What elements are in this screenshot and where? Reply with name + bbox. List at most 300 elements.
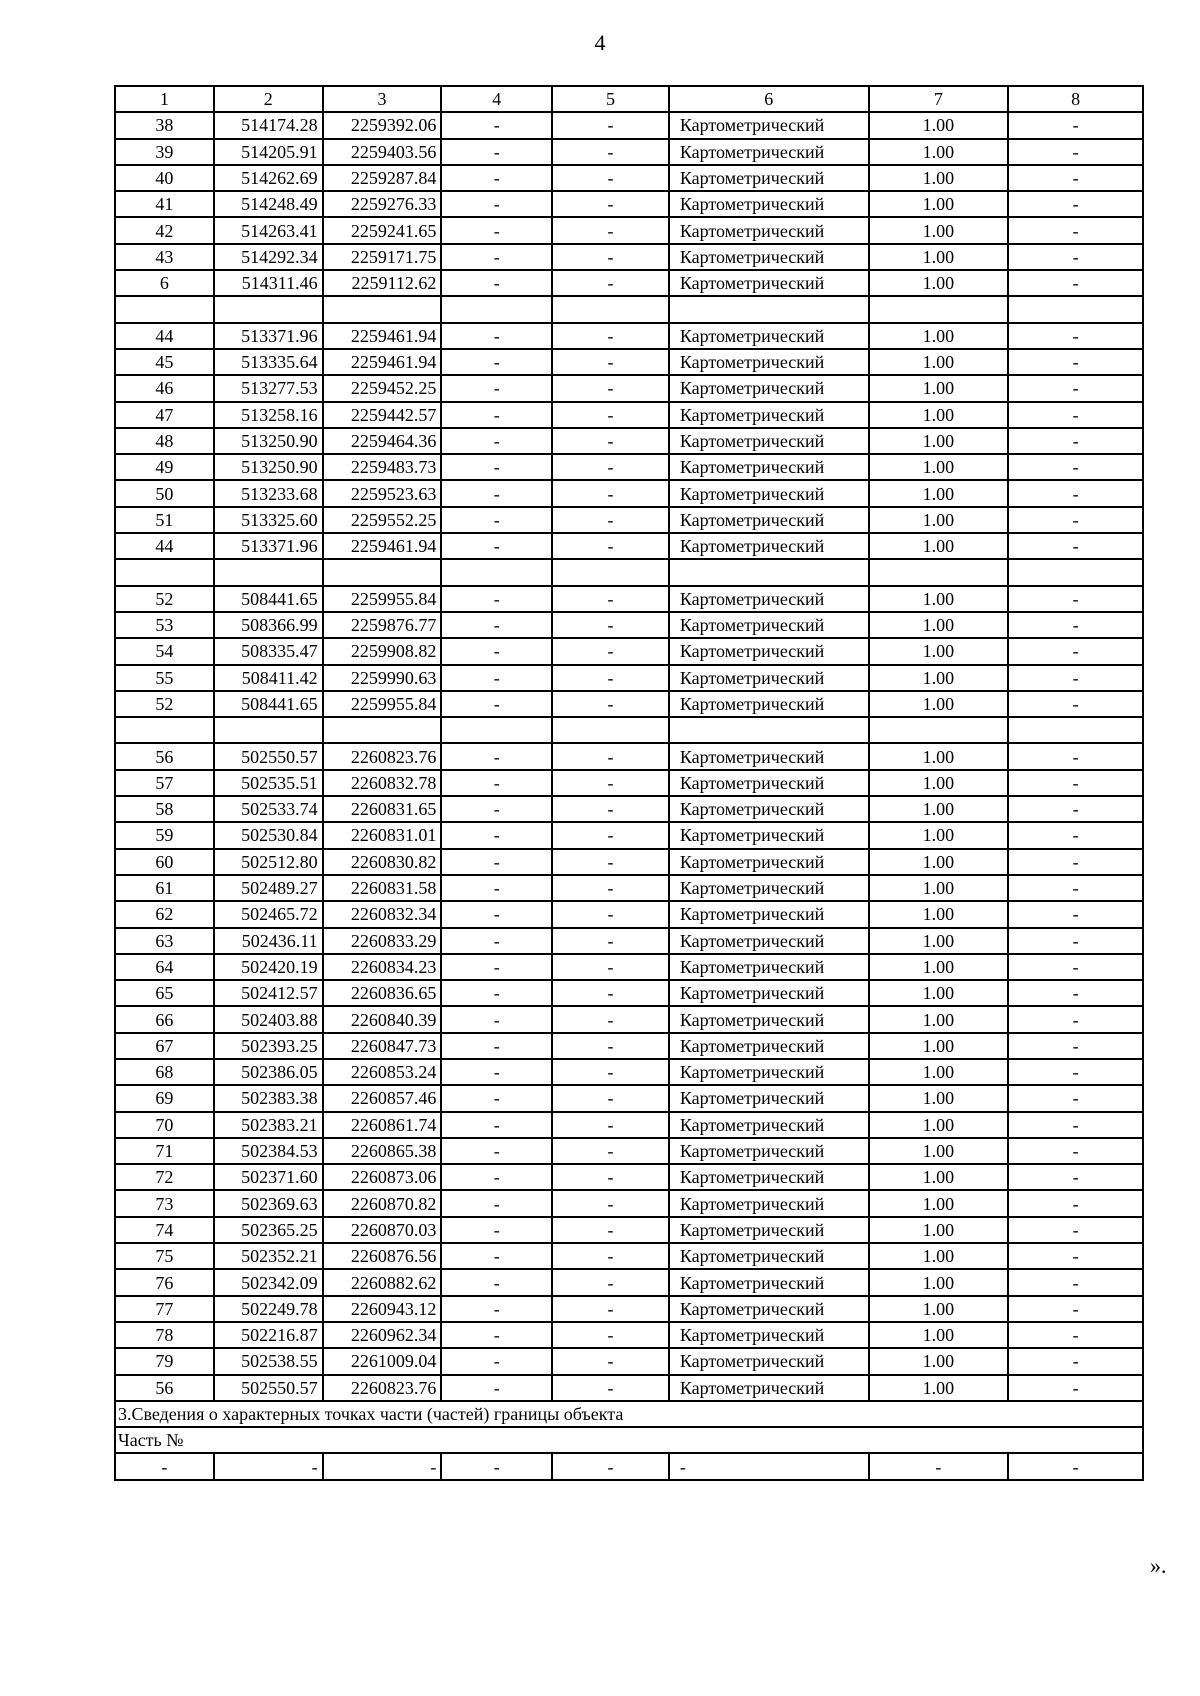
table-cell-col-1: 42: [115, 217, 214, 243]
table-row: [115, 533, 1143, 559]
table-cell-col-3: 2260831.58: [323, 875, 442, 901]
boundary-points-table: [114, 85, 1144, 1481]
table-cell-col-7: 1.00: [869, 665, 1009, 691]
table-cell-col-3: 2259112.62: [323, 270, 442, 296]
table-cell-col-4: -: [441, 1006, 552, 1032]
table-cell-col-5: -: [552, 638, 669, 664]
table-cell-col-5: -: [552, 375, 669, 401]
table-cell-col-3: 2260853.24: [323, 1059, 442, 1085]
table-cell-col-4: -: [441, 1453, 552, 1479]
table-row: [115, 1112, 1143, 1138]
table-cell-col-2: 513250.90: [214, 454, 323, 480]
table-cell-col-4: -: [441, 1190, 552, 1216]
table-cell-col-6: 6: [669, 86, 869, 112]
table-cell-col-3: 2259461.94: [323, 323, 442, 349]
table-cell-col-8: -: [1008, 1164, 1143, 1190]
table-cell-col-1: 71: [115, 1138, 214, 1164]
table-cell-col-6: Картометрический: [669, 402, 869, 428]
table-cell-col-2: 502369.63: [214, 1190, 323, 1216]
table-cell-col-8: -: [1008, 402, 1143, 428]
table-cell-col-5: [552, 559, 669, 585]
table-cell-col-3: 3: [323, 86, 442, 112]
table-cell-col-8: -: [1008, 1322, 1143, 1348]
table-cell-col-3: 2260823.76: [323, 1375, 442, 1401]
table-cell-col-6: Картометрический: [669, 112, 869, 138]
table-cell-col-1: 38: [115, 112, 214, 138]
table-cell-col-8: -: [1008, 139, 1143, 165]
table-row: [115, 665, 1143, 691]
table-cell-col-8: -: [1008, 112, 1143, 138]
table-row: [115, 270, 1143, 296]
table-cell-col-1: [115, 559, 214, 585]
table-cell-col-5: -: [552, 270, 669, 296]
table-cell-col-1: 76: [115, 1269, 214, 1295]
table-cell-col-4: -: [441, 507, 552, 533]
table-cell-col-1: 67: [115, 1033, 214, 1059]
table-cell-col-5: -: [552, 1006, 669, 1032]
table-cell-col-8: -: [1008, 586, 1143, 612]
table-cell-col-3: 2260830.82: [323, 849, 442, 875]
table-cell-col-6: Картометрический: [669, 454, 869, 480]
table-cell-col-8: -: [1008, 270, 1143, 296]
table-cell-col-3: 2260861.74: [323, 1112, 442, 1138]
table-cell-col-2: 502393.25: [214, 1033, 323, 1059]
table-cell-col-7: 1.00: [869, 954, 1009, 980]
table-cell-col-4: -: [441, 139, 552, 165]
table-cell-col-8: -: [1008, 1059, 1143, 1085]
table-row: [115, 217, 1143, 243]
table-cell-col-8: -: [1008, 928, 1143, 954]
table-cell-col-7: 1.00: [869, 1322, 1009, 1348]
table-cell-col-8: -: [1008, 1453, 1143, 1479]
table-cell-col-2: 513325.60: [214, 507, 323, 533]
table-cell-col-7: 1.00: [869, 796, 1009, 822]
table-cell-col-5: -: [552, 1348, 669, 1374]
table-row: [115, 323, 1143, 349]
table-cell-col-7: 1.00: [869, 980, 1009, 1006]
table-cell-col-3: 2259276.33: [323, 191, 442, 217]
table-cell-col-4: -: [441, 1322, 552, 1348]
table-cell-col-1: 78: [115, 1322, 214, 1348]
table-cell-col-5: -: [552, 1322, 669, 1348]
table-cell-col-4: -: [441, 402, 552, 428]
table-cell-col-5: -: [552, 349, 669, 375]
table-cell-col-5: -: [552, 112, 669, 138]
table-row: [115, 244, 1143, 270]
table-cell-col-5: -: [552, 139, 669, 165]
table-cell-col-5: -: [552, 586, 669, 612]
table-cell-col-1: 57: [115, 770, 214, 796]
table-cell-col-5: -: [552, 1269, 669, 1295]
table-row: [115, 191, 1143, 217]
table-cell-col-1: 53: [115, 612, 214, 638]
table-cell-col-5: -: [552, 1243, 669, 1269]
table-cell-col-7: 1.00: [869, 849, 1009, 875]
table-cell-col-8: -: [1008, 428, 1143, 454]
table-cell-col-8: -: [1008, 612, 1143, 638]
table-cell-col-3: 2260831.01: [323, 822, 442, 848]
table-row: [115, 691, 1143, 717]
table-cell-col-8: [1008, 559, 1143, 585]
table-cell-col-5: -: [552, 1217, 669, 1243]
table-row: [115, 1322, 1143, 1348]
table-cell-col-7: 1.00: [869, 165, 1009, 191]
table-cell-col-3: 2259464.36: [323, 428, 442, 454]
table-cell-col-4: -: [441, 638, 552, 664]
table-cell-col-7: 1.00: [869, 402, 1009, 428]
table-cell-col-3: 2260870.82: [323, 1190, 442, 1216]
table-cell-col-4: -: [441, 244, 552, 270]
table-cell-col-6: Картометрический: [669, 1138, 869, 1164]
table-cell-col-1: 60: [115, 849, 214, 875]
table-cell-col-2: 508411.42: [214, 665, 323, 691]
table-cell-col-2: 502489.27: [214, 875, 323, 901]
table-cell-col-2: 513371.96: [214, 323, 323, 349]
table-cell-col-5: -: [552, 480, 669, 506]
table-cell-col-3: 2259403.56: [323, 139, 442, 165]
table-cell-col-8: -: [1008, 1033, 1143, 1059]
table-cell-col-8: -: [1008, 875, 1143, 901]
table-cell-col-3: 2259523.63: [323, 480, 442, 506]
table-cell-col-2: 513250.90: [214, 428, 323, 454]
table-cell-col-4: -: [441, 770, 552, 796]
table-cell-col-7: 1.00: [869, 770, 1009, 796]
table-cell-col-3: 2260834.23: [323, 954, 442, 980]
table-cell-col-2: 502249.78: [214, 1296, 323, 1322]
table-cell-col-6: Картометрический: [669, 533, 869, 559]
table-cell-col-8: 8: [1008, 86, 1143, 112]
table-cell-col-3: 2260962.34: [323, 1322, 442, 1348]
section-title: 3.Сведения о характерных точках части (частей) границы объекта: [115, 1401, 1143, 1427]
table-cell-col-7: 1.00: [869, 507, 1009, 533]
table-cell-col-5: -: [552, 665, 669, 691]
table-cell-col-3: 2261009.04: [323, 1348, 442, 1374]
table-cell-col-6: Картометрический: [669, 796, 869, 822]
table-cell-col-1: 65: [115, 980, 214, 1006]
table-cell-col-7: 1.00: [869, 612, 1009, 638]
table-row: [115, 875, 1143, 901]
table-cell-col-7: 1.00: [869, 244, 1009, 270]
table-cell-col-6: Картометрический: [669, 1375, 869, 1401]
table-cell-col-7: 1.00: [869, 875, 1009, 901]
table-cell-col-4: -: [441, 954, 552, 980]
table-row: [115, 1217, 1143, 1243]
table-cell-col-5: -: [552, 875, 669, 901]
table-cell-col-5: -: [552, 1033, 669, 1059]
table-cell-col-4: [441, 296, 552, 322]
table-cell-col-2: 502383.21: [214, 1112, 323, 1138]
table-cell-col-4: -: [441, 270, 552, 296]
table-cell-col-5: -: [552, 402, 669, 428]
table-cell-col-8: -: [1008, 954, 1143, 980]
table-cell-col-3: 2260832.34: [323, 901, 442, 927]
table-cell-col-8: -: [1008, 1348, 1143, 1374]
table-cell-col-3: 2260876.56: [323, 1243, 442, 1269]
table-row: [115, 1375, 1143, 1401]
table-cell-col-7: 1.00: [869, 270, 1009, 296]
table-cell-col-3: 2260836.65: [323, 980, 442, 1006]
table-row: [115, 612, 1143, 638]
table-cell-col-2: 502530.84: [214, 822, 323, 848]
table-cell-col-1: 66: [115, 1006, 214, 1032]
table-cell-col-8: [1008, 717, 1143, 743]
table-cell-col-8: -: [1008, 349, 1143, 375]
table-cell-col-3: 2259452.25: [323, 375, 442, 401]
table-cell-col-7: 1.00: [869, 586, 1009, 612]
table-cell-col-2: 502383.38: [214, 1085, 323, 1111]
table-cell-col-4: -: [441, 349, 552, 375]
table-row: [115, 112, 1143, 138]
table-cell-col-5: -: [552, 691, 669, 717]
table-cell-col-2: 502352.21: [214, 1243, 323, 1269]
table-row: [115, 1138, 1143, 1164]
table-cell-col-3: 2259955.84: [323, 691, 442, 717]
table-cell-col-2: 502535.51: [214, 770, 323, 796]
table-cell-col-3: 2259392.06: [323, 112, 442, 138]
table-cell-col-5: -: [552, 1164, 669, 1190]
table-cell-col-7: 1.00: [869, 691, 1009, 717]
table-row: [115, 901, 1143, 927]
table-cell-col-8: -: [1008, 980, 1143, 1006]
table-cell-col-2: 502533.74: [214, 796, 323, 822]
table-cell-col-3: 2259955.84: [323, 586, 442, 612]
table-cell-col-2: 514263.41: [214, 217, 323, 243]
table-cell-col-3: 2259990.63: [323, 665, 442, 691]
part-label-row: [115, 1427, 1143, 1453]
table-cell-col-6: Картометрический: [669, 612, 869, 638]
table-cell-col-1: 51: [115, 507, 214, 533]
table-cell-col-1: 69: [115, 1085, 214, 1111]
table-cell-col-1: 52: [115, 586, 214, 612]
table-cell-col-7: 1.00: [869, 1059, 1009, 1085]
table-cell-col-8: -: [1008, 743, 1143, 769]
table-cell-col-2: 514205.91: [214, 139, 323, 165]
table-cell-col-4: -: [441, 796, 552, 822]
table-cell-col-8: -: [1008, 1217, 1143, 1243]
table-row: [115, 770, 1143, 796]
table-cell-col-6: Картометрический: [669, 139, 869, 165]
table-cell-col-2: 513258.16: [214, 402, 323, 428]
table-cell-col-7: 1.00: [869, 901, 1009, 927]
table-cell-col-5: -: [552, 849, 669, 875]
table-cell-col-8: -: [1008, 191, 1143, 217]
table-row: [115, 1190, 1143, 1216]
table-row: [115, 954, 1143, 980]
table-cell-col-8: -: [1008, 1296, 1143, 1322]
table-cell-col-4: -: [441, 1112, 552, 1138]
table-cell-col-3: 2259552.25: [323, 507, 442, 533]
table-cell-col-6: Картометрический: [669, 822, 869, 848]
table-cell-col-4: -: [441, 217, 552, 243]
table-cell-col-1: 55: [115, 665, 214, 691]
table-cell-col-6: Картометрический: [669, 244, 869, 270]
table-row: [115, 139, 1143, 165]
table-cell-col-4: [441, 559, 552, 585]
table-cell-col-5: -: [552, 770, 669, 796]
table-cell-col-2: 502403.88: [214, 1006, 323, 1032]
table-cell-col-8: -: [1008, 638, 1143, 664]
table-cell-col-7: [869, 717, 1009, 743]
table-cell-col-5: -: [552, 980, 669, 1006]
table-cell-col-6: Картометрический: [669, 1006, 869, 1032]
table-row: [115, 586, 1143, 612]
table-cell-col-7: 1.00: [869, 217, 1009, 243]
table-cell-col-4: -: [441, 112, 552, 138]
table-cell-col-6: Картометрический: [669, 954, 869, 980]
table-cell-col-3: 2260870.03: [323, 1217, 442, 1243]
table-cell-col-8: -: [1008, 1112, 1143, 1138]
table-cell-col-4: [441, 717, 552, 743]
table-cell-col-6: Картометрический: [669, 217, 869, 243]
table-cell-col-8: -: [1008, 665, 1143, 691]
table-cell-col-8: -: [1008, 822, 1143, 848]
table-row: [115, 928, 1143, 954]
table-cell-col-7: 1.00: [869, 1296, 1009, 1322]
table-cell-col-4: -: [441, 1348, 552, 1374]
table-cell-col-2: 2: [214, 86, 323, 112]
table-cell-col-6: Картометрический: [669, 1190, 869, 1216]
table-cell-col-6: Картометрический: [669, 770, 869, 796]
table-row: [115, 1164, 1143, 1190]
table-row: [115, 743, 1143, 769]
table-cell-col-1: 52: [115, 691, 214, 717]
table-cell-col-7: 1.00: [869, 375, 1009, 401]
table-cell-col-4: -: [441, 586, 552, 612]
table-row: [115, 428, 1143, 454]
table-cell-col-4: -: [441, 980, 552, 1006]
table-cell-col-3: 2260943.12: [323, 1296, 442, 1322]
section-title-row: [115, 1401, 1143, 1427]
table-cell-col-6: Картометрический: [669, 480, 869, 506]
table-cell-col-3: 2260832.78: [323, 770, 442, 796]
table-cell-col-1: 68: [115, 1059, 214, 1085]
table-cell-col-7: [869, 559, 1009, 585]
table-cell-col-5: -: [552, 217, 669, 243]
table-cell-col-5: -: [552, 165, 669, 191]
table-cell-col-1: 50: [115, 480, 214, 506]
table-cell-col-6: Картометрический: [669, 691, 869, 717]
table-cell-col-1: 39: [115, 139, 214, 165]
table-cell-col-6: Картометрический: [669, 1112, 869, 1138]
table-cell-col-6: Картометрический: [669, 665, 869, 691]
table-cell-col-2: 502412.57: [214, 980, 323, 1006]
table-row: [115, 1269, 1143, 1295]
table-cell-col-3: [323, 559, 442, 585]
table-final-row: [115, 1453, 1143, 1479]
table-cell-col-2: 513233.68: [214, 480, 323, 506]
table-row: [115, 1243, 1143, 1269]
table-header-row: [115, 86, 1143, 112]
table-cell-col-3: 2260865.38: [323, 1138, 442, 1164]
table-cell-col-2: 508441.65: [214, 586, 323, 612]
table-cell-col-3: 2260847.73: [323, 1033, 442, 1059]
table-cell-col-6: Картометрический: [669, 1033, 869, 1059]
table-cell-col-2: -: [214, 1453, 323, 1479]
table-cell-col-4: -: [441, 849, 552, 875]
table-cell-col-5: -: [552, 901, 669, 927]
table-row: [115, 796, 1143, 822]
table-cell-col-3: -: [323, 1453, 442, 1479]
table-row: [115, 454, 1143, 480]
table-cell-col-8: -: [1008, 454, 1143, 480]
table-cell-col-6: Картометрический: [669, 928, 869, 954]
table-cell-col-4: -: [441, 533, 552, 559]
table-cell-col-3: 2259483.73: [323, 454, 442, 480]
table-cell-col-7: 7: [869, 86, 1009, 112]
table-cell-col-4: -: [441, 480, 552, 506]
table-cell-col-7: 1.00: [869, 191, 1009, 217]
table-row: [115, 1059, 1143, 1085]
table-cell-col-4: -: [441, 1296, 552, 1322]
table-cell-col-1: 77: [115, 1296, 214, 1322]
table-cell-col-6: Картометрический: [669, 375, 869, 401]
table-cell-col-3: 2260840.39: [323, 1006, 442, 1032]
table-cell-col-2: 513371.96: [214, 533, 323, 559]
table-cell-col-6: Картометрический: [669, 428, 869, 454]
table-cell-col-6: Картометрический: [669, 901, 869, 927]
table-cell-col-1: 45: [115, 349, 214, 375]
table-cell-col-5: -: [552, 507, 669, 533]
table-cell-col-7: 1.00: [869, 1164, 1009, 1190]
table-cell-col-6: Картометрический: [669, 323, 869, 349]
table-cell-col-3: 2260833.29: [323, 928, 442, 954]
table-cell-col-1: 48: [115, 428, 214, 454]
table-cell-col-2: 514311.46: [214, 270, 323, 296]
table-cell-col-7: 1.00: [869, 139, 1009, 165]
table-cell-col-8: -: [1008, 1375, 1143, 1401]
table-cell-col-2: 502386.05: [214, 1059, 323, 1085]
table-cell-col-1: [115, 717, 214, 743]
table-cell-col-3: [323, 717, 442, 743]
table-cell-col-2: 502216.87: [214, 1322, 323, 1348]
table-cell-col-3: 2259876.77: [323, 612, 442, 638]
table-cell-col-8: -: [1008, 849, 1143, 875]
table-cell-col-6: Картометрический: [669, 1269, 869, 1295]
table-row: [115, 1006, 1143, 1032]
table-cell-col-2: 502436.11: [214, 928, 323, 954]
table-row: [115, 480, 1143, 506]
table-cell-col-8: [1008, 296, 1143, 322]
table-cell-col-6: -: [669, 1453, 869, 1479]
table-cell-col-7: 1.00: [869, 1112, 1009, 1138]
table-cell-col-4: -: [441, 375, 552, 401]
table-cell-col-3: 2259442.57: [323, 402, 442, 428]
table-cell-col-1: 74: [115, 1217, 214, 1243]
table-cell-col-4: -: [441, 928, 552, 954]
table-cell-col-8: -: [1008, 165, 1143, 191]
table-cell-col-5: -: [552, 1059, 669, 1085]
table-cell-col-5: -: [552, 1085, 669, 1111]
table-cell-col-5: [552, 296, 669, 322]
table-cell-col-6: Картометрический: [669, 191, 869, 217]
table-cell-col-7: 1.00: [869, 743, 1009, 769]
table-cell-col-1: [115, 296, 214, 322]
table-cell-col-3: 2260823.76: [323, 743, 442, 769]
table-cell-col-5: -: [552, 428, 669, 454]
table-cell-col-2: 502550.57: [214, 743, 323, 769]
table-cell-col-6: Картометрический: [669, 1322, 869, 1348]
table-cell-col-1: 41: [115, 191, 214, 217]
table-cell-col-5: -: [552, 928, 669, 954]
table-cell-col-1: 47: [115, 402, 214, 428]
table-cell-col-4: -: [441, 1164, 552, 1190]
table-cell-col-6: [669, 296, 869, 322]
table-row: [115, 375, 1143, 401]
table-row: [115, 1033, 1143, 1059]
table-cell-col-6: Картометрический: [669, 586, 869, 612]
table-cell-col-2: [214, 717, 323, 743]
table-cell-col-8: -: [1008, 375, 1143, 401]
